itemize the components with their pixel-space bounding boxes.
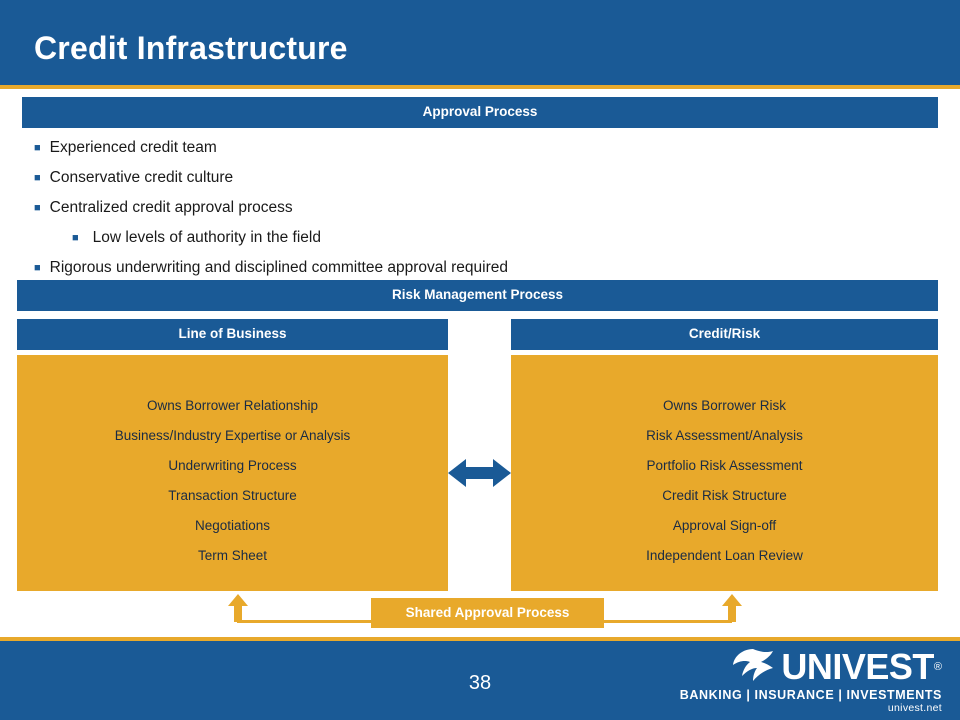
list-item	[34, 198, 734, 218]
list-item	[34, 168, 734, 188]
line-of-business-panel	[17, 355, 448, 591]
double-arrow-icon	[448, 455, 511, 491]
panel-item: Business/Industry Expertise or Analysis	[114, 428, 351, 443]
bullet-marker-icon: ■	[34, 142, 41, 154]
approval-process-banner: Approval Process	[22, 97, 938, 128]
bullet-marker-icon: ■	[34, 262, 41, 274]
approval-bullet-list	[34, 138, 734, 288]
page-title: Credit Infrastructure	[34, 30, 348, 66]
panel-item: Owns Borrower Relationship	[146, 398, 319, 413]
shared-approval-process-banner: Shared Approval Process	[371, 598, 604, 628]
logo-wordmark: UNIVEST	[781, 646, 934, 687]
univest-logo	[654, 646, 942, 714]
list-item-label: Conservative credit culture	[49, 169, 234, 186]
bullet-marker-icon: ■	[72, 232, 79, 244]
panel-item: Risk Assessment/Analysis	[646, 428, 803, 443]
list-item-label: Centralized credit approval process	[49, 199, 293, 216]
list-item-label: Rigorous underwriting and disciplined committee approval required	[49, 259, 509, 276]
eagle-logo-icon	[731, 647, 775, 688]
logo-tagline: BANKING | INSURANCE | INVESTMENTS	[679, 688, 942, 702]
panel-item: Independent Loan Review	[646, 548, 803, 563]
risk-management-process-banner: Risk Management Process	[17, 280, 938, 311]
credit-risk-panel	[511, 355, 938, 591]
credit-risk-header: Credit/Risk	[511, 319, 938, 350]
up-arrow-right-icon	[722, 594, 742, 622]
header-accent-bar	[0, 85, 960, 89]
logo-registered-mark: ®	[933, 661, 942, 673]
panel-item: Transaction Structure	[168, 488, 297, 503]
list-item-label: Experienced credit team	[49, 139, 217, 156]
panel-item: Negotiations	[194, 518, 271, 533]
bullet-marker-icon: ■	[34, 172, 41, 184]
list-item	[34, 138, 734, 158]
list-item-sub	[72, 228, 734, 248]
logo-url: univest.net	[887, 702, 942, 714]
connector-line-left	[237, 620, 373, 623]
up-arrow-left-icon	[228, 594, 248, 622]
bullet-marker-icon: ■	[34, 202, 41, 214]
panel-item: Approval Sign-off	[672, 518, 777, 533]
panel-item: Portfolio Risk Assessment	[646, 458, 803, 473]
list-item	[34, 258, 734, 278]
panel-item: Term Sheet	[197, 548, 268, 563]
page-number: 38	[468, 672, 492, 694]
connector-line-right	[602, 620, 732, 623]
panel-item: Owns Borrower Risk	[662, 398, 787, 413]
panel-item: Credit Risk Structure	[662, 488, 787, 503]
line-of-business-header: Line of Business	[17, 319, 448, 350]
panel-item: Underwriting Process	[168, 458, 297, 473]
list-item-label: Low levels of authority in the field	[92, 229, 321, 246]
